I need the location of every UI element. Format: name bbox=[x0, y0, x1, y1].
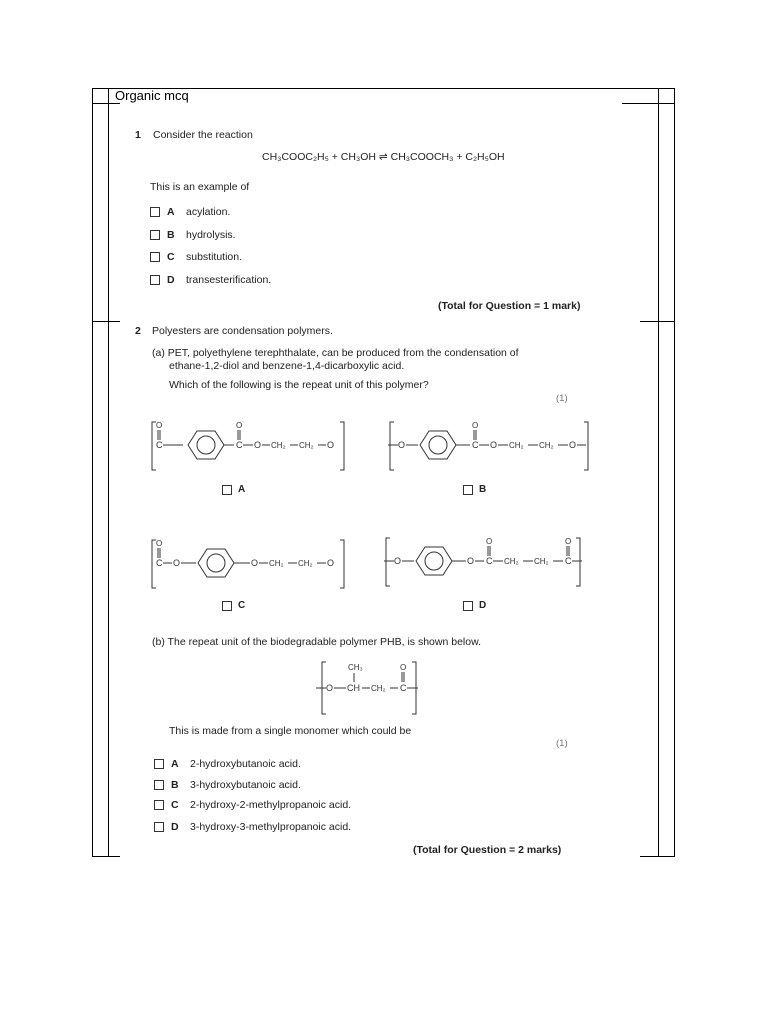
option-letter: B bbox=[167, 229, 175, 241]
q1-equation: CH₃COOC₂H₅ + CH₃OH ⇌ CH₃COOCH₃ + C₂H₅OH bbox=[262, 151, 505, 163]
q1-total: (Total for Question = 1 mark) bbox=[438, 300, 581, 312]
atom-label: O bbox=[173, 558, 181, 568]
q1-option-c[interactable] bbox=[150, 251, 242, 263]
checkbox[interactable] bbox=[150, 230, 160, 240]
option-letter: A bbox=[171, 758, 179, 770]
checkbox[interactable] bbox=[463, 601, 473, 611]
q1-option-d[interactable] bbox=[150, 274, 271, 286]
checkbox[interactable] bbox=[154, 822, 164, 832]
atom-label: C bbox=[486, 556, 493, 566]
atom-label: O bbox=[486, 537, 493, 546]
atom-label: C bbox=[400, 683, 407, 693]
q2-part-b-stem: (b) The repeat unit of the biodegradable polymer PHB, is shown below. bbox=[152, 636, 481, 648]
option-letter: C bbox=[167, 251, 175, 263]
q2-part-b-marks: (1) bbox=[556, 738, 568, 749]
q2-part-b-prompt: This is made from a single monomer which could be bbox=[169, 725, 412, 737]
table-border-left bbox=[108, 88, 109, 857]
q2b-option-c[interactable] bbox=[154, 799, 351, 811]
table-border-right bbox=[658, 88, 659, 857]
q2-part-a-question: Which of the following is the repeat unit of this polymer? bbox=[169, 379, 429, 391]
q2-part-a-line1: (a) PET, polyethylene terephthalate, can be produced from the condensation of bbox=[152, 347, 519, 359]
atom-label: C bbox=[156, 440, 163, 450]
atom-label: C bbox=[472, 440, 479, 450]
atom-label: O bbox=[251, 558, 259, 568]
option-text: hydrolysis. bbox=[186, 229, 236, 241]
checkbox[interactable] bbox=[150, 275, 160, 285]
structure-c-option[interactable] bbox=[222, 600, 245, 611]
atom-label: O bbox=[327, 558, 335, 568]
q2-stem: Polyesters are condensation polymers. bbox=[152, 325, 333, 337]
checkbox[interactable] bbox=[222, 601, 232, 611]
q2b-option-d[interactable] bbox=[154, 821, 351, 833]
atom-label: CH₂ bbox=[534, 557, 549, 566]
checkbox[interactable] bbox=[150, 207, 160, 217]
atom-label: CH₂ bbox=[299, 441, 314, 450]
atom-label: O bbox=[326, 683, 334, 693]
atom-label: O bbox=[400, 663, 407, 672]
checkbox[interactable] bbox=[463, 485, 473, 495]
atom-label: CH₃ bbox=[348, 663, 363, 672]
table-outer-right bbox=[674, 88, 675, 857]
option-letter: B bbox=[479, 484, 487, 495]
page-title: Organic mcq bbox=[115, 88, 189, 103]
table-mid-rule bbox=[92, 321, 120, 322]
option-text: transesterification. bbox=[186, 274, 272, 286]
atom-label: CH₂ bbox=[509, 441, 524, 450]
atom-label: O bbox=[467, 556, 475, 566]
atom-label: O bbox=[327, 440, 335, 450]
structure-b-diagram bbox=[388, 416, 598, 476]
option-text: 2-hydroxybutanoic acid. bbox=[190, 758, 301, 770]
checkbox[interactable] bbox=[150, 252, 160, 262]
atom-label: O bbox=[394, 556, 402, 566]
option-letter: A bbox=[167, 206, 175, 218]
structure-b-option[interactable] bbox=[463, 484, 486, 495]
structure-c-diagram bbox=[150, 534, 350, 594]
table-top-rule bbox=[92, 103, 120, 104]
atom-label: O bbox=[156, 539, 163, 548]
q1-option-a[interactable] bbox=[150, 206, 230, 218]
option-letter: A bbox=[238, 484, 246, 495]
option-letter: D bbox=[167, 274, 175, 286]
atom-label: CH₂ bbox=[539, 441, 554, 450]
atom-label: CH₂ bbox=[271, 441, 286, 450]
structure-d-option[interactable] bbox=[463, 600, 486, 611]
structure-a-option[interactable] bbox=[222, 484, 245, 495]
option-letter: D bbox=[171, 821, 179, 833]
option-letter: D bbox=[479, 600, 487, 611]
atom-label: CH bbox=[347, 683, 360, 693]
table-bottom-rule bbox=[92, 856, 120, 857]
option-text: 3-hydroxy-3-methylpropanoic acid. bbox=[190, 821, 352, 833]
table-bottom-rule bbox=[640, 856, 674, 857]
q1-prompt: This is an example of bbox=[150, 181, 250, 193]
atom-label: O bbox=[236, 421, 243, 430]
atom-label: C bbox=[156, 558, 163, 568]
option-text: substitution. bbox=[186, 251, 243, 263]
structure-a-diagram bbox=[150, 416, 350, 476]
checkbox[interactable] bbox=[222, 485, 232, 495]
q2b-option-b[interactable] bbox=[154, 779, 301, 791]
atom-label: CH₂ bbox=[298, 559, 313, 568]
option-letter: C bbox=[238, 600, 246, 611]
option-text: acylation. bbox=[186, 206, 231, 218]
atom-label: CH₂ bbox=[269, 559, 284, 568]
option-text: 2-hydroxy-2-methylpropanoic acid. bbox=[190, 799, 352, 811]
checkbox[interactable] bbox=[154, 759, 164, 769]
atom-label: O bbox=[490, 440, 498, 450]
option-letter: B bbox=[171, 779, 179, 791]
table-top-rule bbox=[622, 103, 674, 104]
atom-label: O bbox=[254, 440, 262, 450]
atom-label: CH₂ bbox=[504, 557, 519, 566]
q1-stem: Consider the reaction bbox=[153, 129, 253, 141]
phb-structure-diagram bbox=[312, 658, 422, 718]
option-letter: C bbox=[171, 799, 179, 811]
q1-number: 1 bbox=[135, 129, 141, 141]
checkbox[interactable] bbox=[154, 800, 164, 810]
q2-number: 2 bbox=[135, 325, 141, 337]
q2-total: (Total for Question = 2 marks) bbox=[413, 844, 562, 856]
atom-label: O bbox=[565, 537, 572, 546]
table-outer-left bbox=[92, 88, 93, 857]
atom-label: C bbox=[565, 556, 572, 566]
q1-option-b[interactable] bbox=[150, 229, 236, 241]
atom-label: CH₂ bbox=[371, 684, 386, 693]
atom-label: C bbox=[236, 440, 243, 450]
atom-label: O bbox=[398, 440, 406, 450]
atom-label: O bbox=[569, 440, 577, 450]
checkbox[interactable] bbox=[154, 780, 164, 790]
q2-part-a-line2: ethane-1,2-diol and benzene-1,4-dicarboxylic acid. bbox=[169, 360, 405, 372]
structure-d-diagram bbox=[380, 532, 600, 592]
option-text: 3-hydroxybutanoic acid. bbox=[190, 779, 301, 791]
atom-label: O bbox=[156, 421, 163, 430]
table-mid-rule bbox=[640, 321, 674, 322]
q2b-option-a[interactable] bbox=[154, 758, 301, 770]
atom-label: O bbox=[472, 421, 479, 430]
q2-part-a-marks: (1) bbox=[556, 393, 568, 404]
